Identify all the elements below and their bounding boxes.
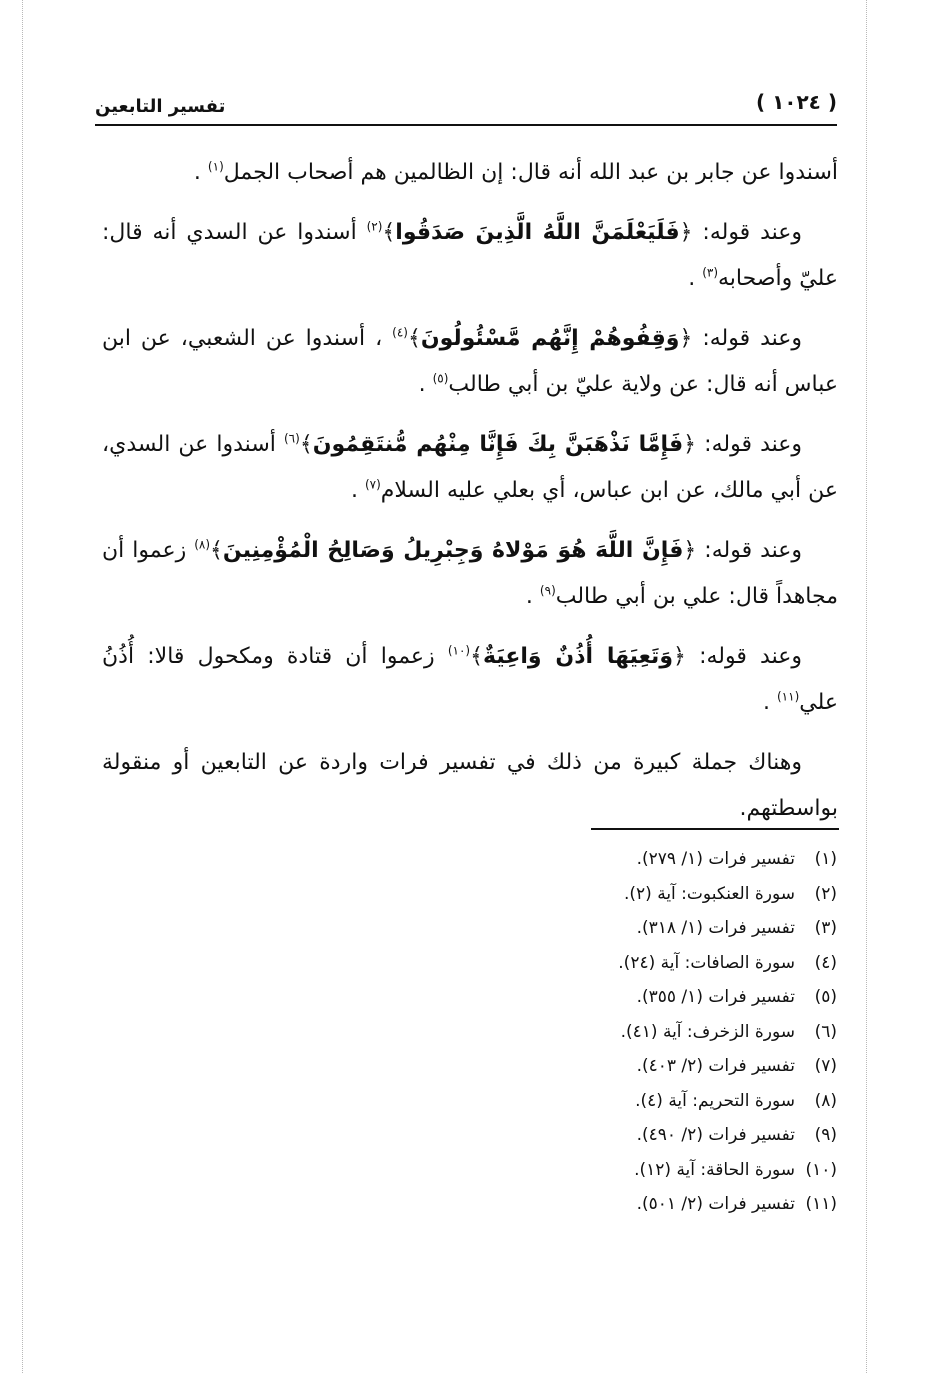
footnote-item bbox=[317, 1049, 837, 1084]
paragraph-text: وعند قوله: bbox=[692, 220, 803, 245]
footnote-text: تفسير فرات (١/ ٣٥٥). bbox=[636, 987, 795, 1007]
quran-verse: وَقِفُوهُمْ إِنَّهُم مَّسْئُولُونَ bbox=[420, 326, 680, 351]
footnote-ref[interactable]: (١٠) bbox=[447, 643, 471, 658]
footnotes-list bbox=[317, 842, 837, 1222]
paragraph-text: ، أسندوا عن الشعبي، عن ابن عباس أنه قال: عن ولاية عليّ بن أبي طالب bbox=[102, 326, 838, 397]
footnote-number: (٥) bbox=[814, 987, 837, 1007]
footnote-number: (٩) bbox=[814, 1125, 837, 1145]
paragraph-3 bbox=[102, 316, 838, 408]
quran-bracket-open: ﴿ bbox=[679, 220, 693, 245]
paragraph-6 bbox=[102, 634, 838, 726]
paragraph-text: زعموا أن قتادة ومكحول قالا: أُذُنُ علي bbox=[102, 644, 838, 715]
page-header bbox=[95, 90, 837, 126]
paragraph-text: وهناك جملة كبيرة من ذلك في تفسير فرات واردة عن التابعين أو منقولة بواسطتهم. bbox=[102, 750, 838, 821]
footnote-number: (١) bbox=[814, 849, 837, 869]
footnote-item bbox=[317, 1118, 837, 1153]
paragraph-text: . bbox=[418, 372, 433, 397]
footnote-number: (٢) bbox=[814, 883, 837, 904]
quran-bracket-close: ﴾ bbox=[210, 538, 223, 563]
footnote-ref[interactable]: (١) bbox=[207, 159, 224, 174]
main-text bbox=[102, 150, 838, 846]
paragraph-text: وعند قوله: bbox=[696, 432, 803, 457]
paragraph-text: . bbox=[762, 690, 777, 715]
paragraph-5 bbox=[102, 528, 838, 620]
footnote-number: (٧) bbox=[814, 1056, 837, 1076]
quran-verse: فَلَيَعْلَمَنَّ اللَّهُ الَّذِينَ صَدَقُوا bbox=[395, 220, 680, 245]
footnote-number: (٤) bbox=[814, 952, 837, 973]
footnote-item bbox=[317, 1015, 837, 1050]
quran-bracket-open: ﴿ bbox=[679, 326, 693, 351]
footnote-ref[interactable]: (٦) bbox=[283, 431, 300, 446]
paragraph-text: . bbox=[688, 266, 703, 291]
paragraph-1 bbox=[102, 150, 838, 196]
quran-verse: فَإِنَّ اللَّهَ هُوَ مَوْلاهُ وَجِبْرِيلُ وَصَالِحُ الْمُؤْمِنِينَ bbox=[222, 538, 684, 563]
paragraph-text: أسندوا عن جابر بن عبد الله أنه قال: إن الظالمين هم أصحاب الجمل bbox=[223, 160, 838, 185]
footnote-ref[interactable]: (١١) bbox=[776, 689, 800, 704]
footnote-item bbox=[317, 842, 837, 877]
footnote-ref[interactable]: (٥) bbox=[432, 371, 449, 386]
scan-margin-line bbox=[866, 0, 867, 1373]
footnote-item bbox=[317, 1153, 837, 1188]
quran-bracket-open: ﴿ bbox=[673, 644, 686, 669]
footnote-ref[interactable]: (٢) bbox=[366, 219, 383, 234]
footnote-item bbox=[317, 1084, 837, 1119]
footnote-item bbox=[317, 980, 837, 1015]
footnote-text: سورة الحاقة: آية (١٢). bbox=[634, 1159, 795, 1180]
footnote-number: (١١) bbox=[805, 1194, 837, 1214]
footnote-ref[interactable]: (٨) bbox=[194, 537, 211, 552]
footnote-ref[interactable]: (٧) bbox=[364, 477, 381, 492]
quran-bracket-open: ﴿ bbox=[683, 432, 697, 457]
footnote-item bbox=[317, 877, 837, 912]
footnote-text: سورة الزخرف: آية (٤١). bbox=[620, 1021, 795, 1042]
paragraph-4 bbox=[102, 422, 838, 514]
footnote-ref[interactable]: (٣) bbox=[702, 265, 719, 280]
footnote-text: سورة العنكبوت: آية (٢). bbox=[623, 883, 795, 904]
quran-bracket-close: ﴾ bbox=[299, 432, 313, 457]
footnote-text: سورة الصافات: آية (٢٤). bbox=[618, 952, 795, 973]
quran-verse: فَإِمَّا نَذْهَبَنَّ بِكَ فَإِنَّا مِنْهُم مُّنتَقِمُونَ bbox=[312, 432, 684, 457]
footnote-number: (٣) bbox=[814, 918, 837, 938]
footnote-number: (٦) bbox=[814, 1021, 837, 1042]
footnote-separator bbox=[591, 828, 839, 830]
quran-bracket-close: ﴾ bbox=[382, 220, 396, 245]
quran-verse: وَتَعِيَهَا أُذُنٌ وَاعِيَةٌ bbox=[483, 644, 673, 669]
footnote-number: (١٠) bbox=[805, 1159, 837, 1180]
paragraph-text: وعند قوله: bbox=[692, 326, 803, 351]
footnote-item bbox=[317, 911, 837, 946]
paragraph-text: زعموا أن مجاهداً قال: علي بن أبي طالب bbox=[102, 538, 838, 609]
footnote-text: سورة التحريم: آية (٤). bbox=[635, 1090, 795, 1111]
paragraph-text: أسندوا عن السدي، عن أبي مالك، عن ابن عباس، أي بعلي عليه السلام bbox=[102, 432, 838, 503]
paragraph-text: وعند قوله: bbox=[685, 644, 802, 669]
scan-margin-line bbox=[22, 0, 23, 1373]
paragraph-text: . bbox=[193, 160, 208, 185]
footnote-text: تفسير فرات (٢/ ٤٩٠). bbox=[636, 1125, 795, 1145]
paragraph-text: . bbox=[525, 584, 540, 609]
page-number: ( ١٠٢٤ ) bbox=[755, 90, 837, 114]
footnote-item bbox=[317, 946, 837, 981]
quran-bracket-close: ﴾ bbox=[470, 644, 483, 669]
footnote-ref[interactable]: (٤) bbox=[392, 325, 408, 340]
footnote-text: تفسير فرات (١/ ٣١٨). bbox=[636, 918, 795, 938]
quran-bracket-close: ﴾ bbox=[407, 326, 421, 351]
footnote-text: تفسير فرات (٢/ ٥٠١). bbox=[636, 1194, 795, 1214]
footnote-text: تفسير فرات (١/ ٢٧٩). bbox=[636, 849, 795, 869]
footnote-item bbox=[317, 1187, 837, 1222]
footnote-text: تفسير فرات (٢/ ٤٠٣). bbox=[636, 1056, 795, 1076]
footnote-ref[interactable]: (٩) bbox=[539, 583, 556, 598]
footnote-number: (٨) bbox=[814, 1090, 837, 1111]
paragraph-2 bbox=[102, 210, 838, 302]
paragraph-text: وعند قوله: bbox=[696, 538, 803, 563]
quran-bracket-open: ﴿ bbox=[683, 538, 697, 563]
paragraph-text: أسندوا عن السدي أنه قال: عليّ وأصحابه bbox=[102, 220, 838, 291]
paragraph-7 bbox=[102, 740, 838, 832]
running-title: تفسير التابعين bbox=[95, 96, 226, 117]
paragraph-text: . bbox=[350, 478, 365, 503]
